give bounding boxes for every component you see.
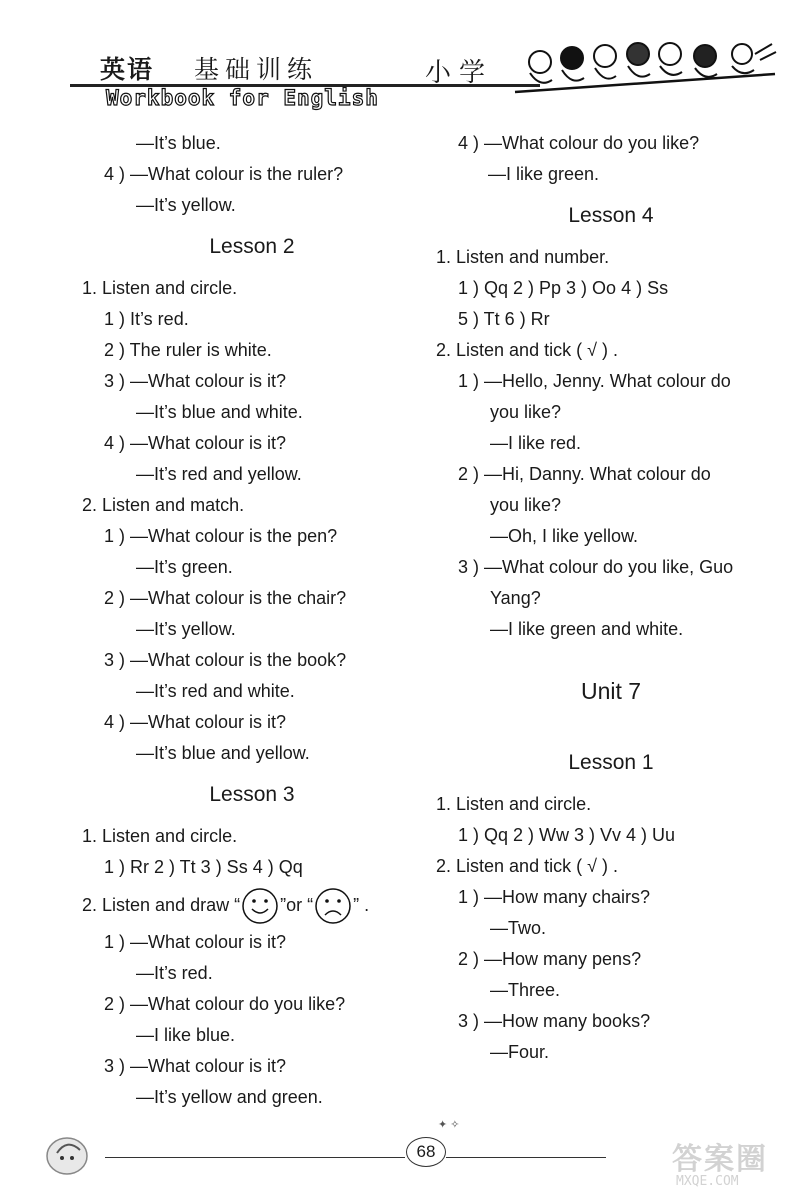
exercise-instruction: 1. Listen and circle. <box>82 826 238 846</box>
footer-rule-right <box>446 1157 606 1158</box>
exercise-item: 3 ) —How many books? <box>458 1011 651 1031</box>
book-subtitle: Workbook for English <box>106 86 379 110</box>
sad-face-icon <box>313 886 353 926</box>
grade-label: 小学 <box>425 58 494 88</box>
instruction-text: ”or “ <box>280 895 314 915</box>
sparkle-icon: ✦ ✧ <box>438 1119 460 1131</box>
exercise-item: —I like blue. <box>136 1025 236 1045</box>
left-column <box>82 128 422 1113</box>
exercise-item: 1 ) Qq 2 ) Pp 3 ) Oo 4 ) Ss <box>458 278 669 298</box>
page-header <box>70 40 780 120</box>
exercise-item: 1 ) Rr 2 ) Tt 3 ) Ss 4 ) Qq <box>104 857 303 877</box>
exercise-item: —I like red. <box>490 433 582 453</box>
instruction-text: ” . <box>353 895 370 915</box>
exercise-instruction: 2. Listen and tick ( √ ) . <box>436 340 618 360</box>
exercise-item: 1 ) —What colour is it? <box>104 932 287 952</box>
lesson-heading: Lesson 4 <box>568 204 654 227</box>
exercise-item: —I like green. <box>488 164 600 184</box>
exercise-instruction: 1. Listen and circle. <box>82 278 238 298</box>
exercise-item: —Three. <box>490 980 561 1000</box>
exercise-instruction: 1. Listen and number. <box>436 247 610 267</box>
lesson-heading: Lesson 1 <box>568 751 654 774</box>
exercise-item: —Two. <box>490 918 547 938</box>
exercise-item: —It’s yellow. <box>136 619 236 639</box>
exercise-instruction: 2. Listen and match. <box>82 495 245 515</box>
exercise-item: Yang? <box>490 588 541 608</box>
lesson-heading: Lesson 3 <box>209 783 295 806</box>
exercise-instruction <box>82 883 422 927</box>
exercise-item: 1 ) —What colour is the pen? <box>104 526 338 546</box>
exercise-item: —It’s blue and yellow. <box>136 743 310 763</box>
exercise-item: 2 ) The ruler is white. <box>104 340 272 360</box>
exercise-item: 4 ) —What colour do you like? <box>458 133 700 153</box>
exercise-item: —Oh, I like yellow. <box>490 526 639 546</box>
exercise-item: 2 ) —Hi, Danny. What colour do <box>458 464 711 484</box>
exercise-item: you like? <box>490 495 562 515</box>
footer-rule-left <box>105 1157 405 1158</box>
exercise-item: 5 ) Tt 6 ) Rr <box>458 309 550 329</box>
watermark <box>630 1130 800 1195</box>
exercise-item: 2 ) —How many pens? <box>458 949 642 969</box>
exercise-item: 4 ) —What colour is the ruler? <box>104 164 344 184</box>
exercise-item: 2 ) —What colour do you like? <box>104 994 346 1014</box>
page-number: 68 <box>406 1137 446 1167</box>
unit-heading: Unit 7 <box>580 678 642 704</box>
exercise-item: —I like green and white. <box>490 619 684 639</box>
exercise-item: you like? <box>490 402 562 422</box>
exercise-item: —It’s red and white. <box>136 681 295 701</box>
book-title-subject: 英语 <box>100 55 155 84</box>
exercise-item: —It’s blue and white. <box>136 402 303 422</box>
exercise-item: 4 ) —What colour is it? <box>104 433 287 453</box>
exercise-instruction: 2. Listen and tick ( √ ) . <box>436 856 618 876</box>
exercise-item: 3 ) —What colour is it? <box>104 371 287 391</box>
exercise-item: 1 ) —Hello, Jenny. What colour do <box>458 371 731 391</box>
instruction-text: 2. Listen and draw “ <box>82 895 241 915</box>
exercise-item: 3 ) —What colour do you like, Guo <box>458 557 734 577</box>
exercise-item: —It’s red. <box>136 963 213 983</box>
exercise-item: 1 ) It’s red. <box>104 309 189 329</box>
lesson-heading: Lesson 2 <box>209 235 295 258</box>
exercise-item: 4 ) —What colour is it? <box>104 712 287 732</box>
right-column <box>436 128 786 1068</box>
exercise-item: —It’s green. <box>136 557 233 577</box>
book-title <box>100 50 318 86</box>
exercise-item: 3 ) —What colour is the book? <box>104 650 347 670</box>
exercise-instruction: 1. Listen and circle. <box>436 794 592 814</box>
footer-mascot-icon <box>42 1128 102 1178</box>
exercise-item: 2 ) —What colour is the chair? <box>104 588 347 608</box>
watermark-text: 答案圈 <box>672 1142 768 1177</box>
exercise-item: —It’s blue. <box>136 133 221 153</box>
exercise-item: —Four. <box>490 1042 550 1062</box>
exercise-item: 1 ) Qq 2 ) Ww 3 ) Vv 4 ) Uu <box>458 825 676 845</box>
exercise-item: —It’s yellow. <box>136 195 236 215</box>
exercise-item: —It’s red and yellow. <box>136 464 302 484</box>
watermark-url: MXQE.COM <box>676 1174 739 1189</box>
smiley-face-icon <box>240 886 280 926</box>
exercise-item: —It’s yellow and green. <box>136 1087 323 1107</box>
exercise-item: 3 ) —What colour is it? <box>104 1056 287 1076</box>
book-title-series: 基础训练 <box>194 55 319 84</box>
kids-tug-of-war-illustration <box>510 40 780 100</box>
exercise-item: 1 ) —How many chairs? <box>458 887 651 907</box>
